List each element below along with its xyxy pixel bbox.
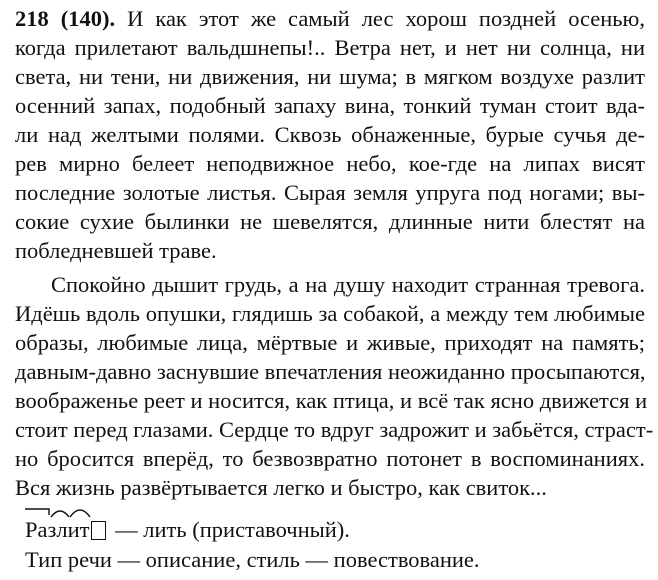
analyzed-word-text: Разлит: [25, 517, 90, 542]
text-line: рев мирно белеет неподвижное небо, кое-где на липах висят: [15, 151, 645, 176]
text-line: стоит перед глазами. Сердце то вдруг задрожит и забьётся, страст-: [15, 417, 654, 442]
text-line: когда прилетают вальдшнепы!.. Ветра нет, и нет ни солнца, ни: [15, 35, 645, 60]
word-explanation: — лить (приставочный).: [109, 517, 350, 542]
text-line: ли над желтыми полями. Сквозь обнаженные, бурые сучья де-: [15, 122, 645, 147]
text-line: последние золотые листья. Сырая земля упруга под ногами; вы-: [15, 180, 645, 205]
text-line: Спокойно дышит грудь, а на душу находит странная тревога.: [51, 272, 645, 297]
text-line: осенний запах, подобный запаху вина, тонкий туман стоит вда-: [15, 93, 645, 118]
text-line: Идёшь вдоль опушки, глядишь за собакой, а между тем любимые: [15, 301, 645, 326]
text-line: [15, 4, 645, 33]
text-line: но бросится вперёд, то безвозвратно потонет в воспоминаниях.: [15, 446, 645, 471]
exercise-number: 218 (140).: [15, 6, 116, 31]
line-text: И как этот же самый лес хорош поздней осенью,: [127, 6, 645, 31]
analyzed-word: [25, 515, 90, 544]
null-ending-icon: [91, 521, 106, 540]
text-line: давным-давно заснувшие впечатления неожиданно просыпаются,: [15, 359, 646, 384]
text-line: сокие сухие былинки не шевелятся, длинные нити блестят на: [15, 209, 645, 234]
text-line: Вся жизнь развёртывается легко и быстро, как свиток...: [15, 475, 547, 500]
text-line: побледневшей траве.: [15, 238, 217, 263]
text-line: света, ни тени, ни движения, ни шума; в мягком воздухе разлит: [15, 64, 645, 89]
text-line: воображенье реет и носится, как птица, и всё так ясно движется и: [15, 388, 648, 413]
morpheme-analysis: [25, 515, 350, 544]
morpheme-marks-icon: [25, 509, 105, 519]
text-type-note: Тип речи — описание, стиль — повествование.: [25, 547, 480, 572]
text-line: образы, любимые лица, мёртвые и живые, приходят на память;: [15, 330, 645, 355]
